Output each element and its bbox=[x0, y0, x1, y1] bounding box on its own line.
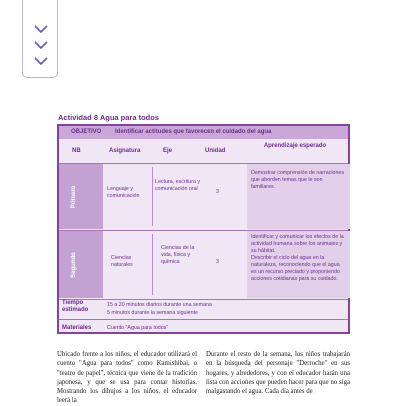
level-label: Primero bbox=[71, 185, 77, 208]
eje-cell: Ciencias de la vida, física y química bbox=[161, 245, 195, 265]
activity-title: Actividad 8 Agua para todos bbox=[58, 113, 159, 122]
aprendizaje-cell-2: Describir el ciclo del agua en la naturaleza, reconociendo que el agua es un recurso preciado y proponiendo acciones cotidianas para su cuidado. bbox=[251, 255, 340, 282]
table-row bbox=[59, 163, 348, 229]
objective-label: OBJETIVO bbox=[71, 129, 102, 135]
activity-plan-table bbox=[57, 124, 350, 334]
chevron-down-icon bbox=[25, 0, 57, 78]
unidad-cell: 3 bbox=[216, 259, 219, 265]
asignatura-cell: Ciencias naturales bbox=[111, 255, 133, 268]
header-nb: NB bbox=[72, 148, 81, 154]
divider bbox=[152, 167, 153, 226]
header-asignatura: Asignatura bbox=[109, 148, 141, 154]
tiempo-line-1: 15 a 20 minutos diarios durante una semana bbox=[107, 302, 212, 308]
level-cell bbox=[59, 231, 103, 298]
column-headers bbox=[59, 140, 348, 162]
body-text-right: Durante el resto de la semana, los niños trabajarán en la búsqueda del personaje "Derroche" en sus hogares, y alrededores, y con el educador harán una lista con acciones que pueden hacer para que no siga malgastando el agua. Cada día antes de bbox=[206, 351, 350, 396]
body-text-left: Ubicado frente a los niños, el educador utilizará el cuento "Agua para todos" como Kamishibai, o "teatro de papel", técnica que viene de la tradición japonesa, y que se usa para contar historias. Mostrando los dibujos a los niños, el educador leerá la bbox=[57, 351, 197, 405]
aprendizaje-box bbox=[247, 231, 350, 298]
objective-row bbox=[59, 126, 348, 139]
divider bbox=[152, 234, 153, 295]
tiempo-row bbox=[59, 299, 348, 319]
asignatura-cell: Lenguaje y comunicación bbox=[107, 186, 140, 199]
materiales-value: Cuento "Agua para todos" bbox=[107, 325, 169, 331]
materiales-row bbox=[59, 319, 348, 336]
header-eje: Eje bbox=[163, 148, 173, 154]
table-row bbox=[59, 230, 348, 298]
unidad-cell: 3 bbox=[216, 189, 219, 195]
tiempo-line-2: 5 minutos durante la semana siguiente bbox=[107, 310, 198, 316]
aprendizaje-cell-1: Identificar y comunicar los efectos de la actividad humana sobre los animales y su hábitat. bbox=[251, 234, 344, 254]
level-cell bbox=[59, 164, 103, 229]
tiempo-label: Tiempo estimado bbox=[62, 300, 89, 314]
aprendizaje-box bbox=[247, 164, 350, 229]
materiales-label: Materiales bbox=[62, 325, 92, 331]
decorative-tab-strip bbox=[22, 0, 58, 78]
objective-text: Identificar actitudes que favorecen el cuidado del agua bbox=[115, 129, 272, 135]
eje-cell: Lectura, escritura y comunicación oral bbox=[155, 179, 201, 192]
header-unidad: Unidad bbox=[205, 148, 226, 154]
header-aprendizaje: Aprendizaje esperado bbox=[263, 143, 327, 149]
level-label: Segundo bbox=[71, 251, 77, 278]
aprendizaje-cell: Demostrar comprensión de narraciones que aborden temas que le son familiares. bbox=[251, 170, 345, 190]
